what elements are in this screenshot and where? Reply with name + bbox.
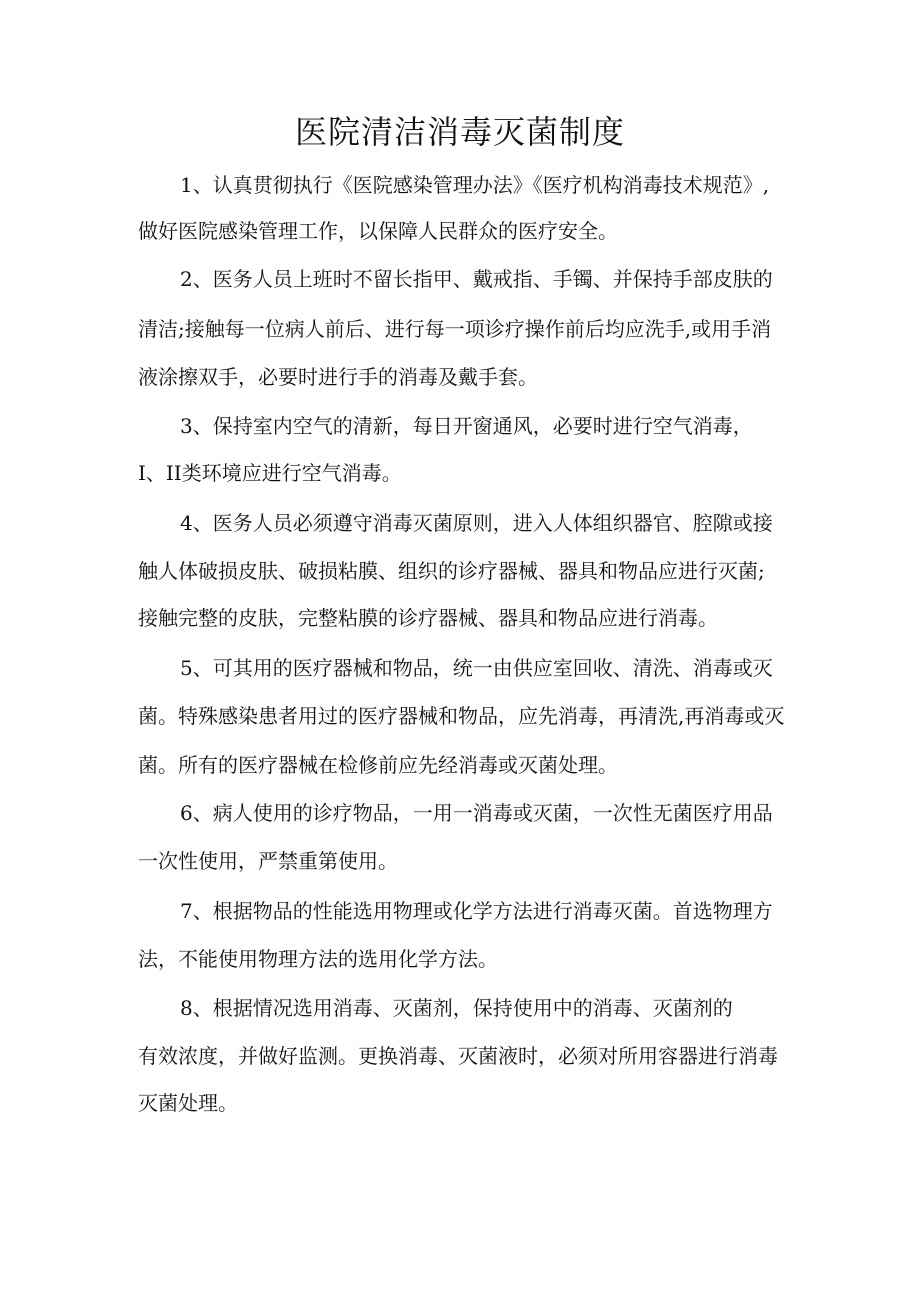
paragraph-2-line-1: 2、医务人员上班时不留长指甲、戴戒指、手镯、并保持手部皮肤的 bbox=[180, 267, 773, 291]
paragraph-7-line-2: 法，不能使用物理方法的选用化学方法。 bbox=[138, 947, 498, 971]
paragraph-4-line-2: 触人体破损皮肤、破损粘膜、组织的诊疗器械、器具和物品应进行灭菌; bbox=[138, 559, 765, 583]
paragraph-7-line-1: 7、根据物品的性能选用物理或化学方法进行消毒灭菌。首选物理方 bbox=[180, 899, 773, 923]
document-title: 医院清洁消毒灭菌制度 bbox=[294, 113, 625, 151]
paragraph-1-line-2: 做好医院感染管理工作，以保障人民群众的医疗安全。 bbox=[138, 219, 618, 243]
paragraph-2-line-2: 清洁;接触每一位病人前后、进行每一项诊疗操作前后均应洗手,或用手消 bbox=[138, 317, 772, 341]
paragraph-8-line-1: 8、根据情况选用消毒、灭菌剂，保持使用中的消毒、灭菌剂的 bbox=[180, 996, 733, 1020]
paragraph-5-line-2: 菌。特殊感染患者用过的医疗器械和物品，应先消毒，再清洗,再消毒或灭 bbox=[138, 704, 785, 728]
paragraph-8-line-3: 灭菌处理。 bbox=[138, 1091, 238, 1115]
paragraph-3-line-2: I、II类环境应进行空气消毒。 bbox=[138, 461, 402, 485]
paragraph-8-line-2: 有效浓度，并做好监测。更换消毒、灭菌液时，必须对所用容器进行消毒 bbox=[138, 1044, 778, 1068]
paragraph-4-line-1: 4、医务人员必须遵守消毒灭菌原则，进入人体组织器官、腔隙或接 bbox=[180, 511, 773, 535]
paragraph-4-line-3: 接触完整的皮肤，完整粘膜的诊疗器械、器具和物品应进行消毒。 bbox=[138, 606, 718, 630]
paragraph-5-line-3: 菌。所有的医疗器械在检修前应先经消毒或灭菌处理。 bbox=[138, 753, 618, 777]
paragraph-3-line-1: 3、保持室内空气的清新，每日开窗通风，必要时进行空气消毒， bbox=[180, 414, 753, 438]
paragraph-6-line-1: 6、病人使用的诊疗物品，一用一消毒或灭菌，一次性无菌医疗用品 bbox=[180, 801, 773, 825]
paragraph-2-line-3: 液涂擦双手，必要时进行手的消毒及戴手套。 bbox=[138, 365, 538, 389]
paragraph-5-line-1: 5、可其用的医疗器械和物品，统一由供应室回收、清洗、消毒或灭 bbox=[180, 656, 773, 680]
paragraph-6-line-2: 一次性使用，严禁重第使用。 bbox=[138, 849, 398, 873]
paragraph-1-line-1: 1、认真贯彻执行《医院感染管理办法》《医疗机构消毒技术规范》, bbox=[180, 173, 770, 197]
